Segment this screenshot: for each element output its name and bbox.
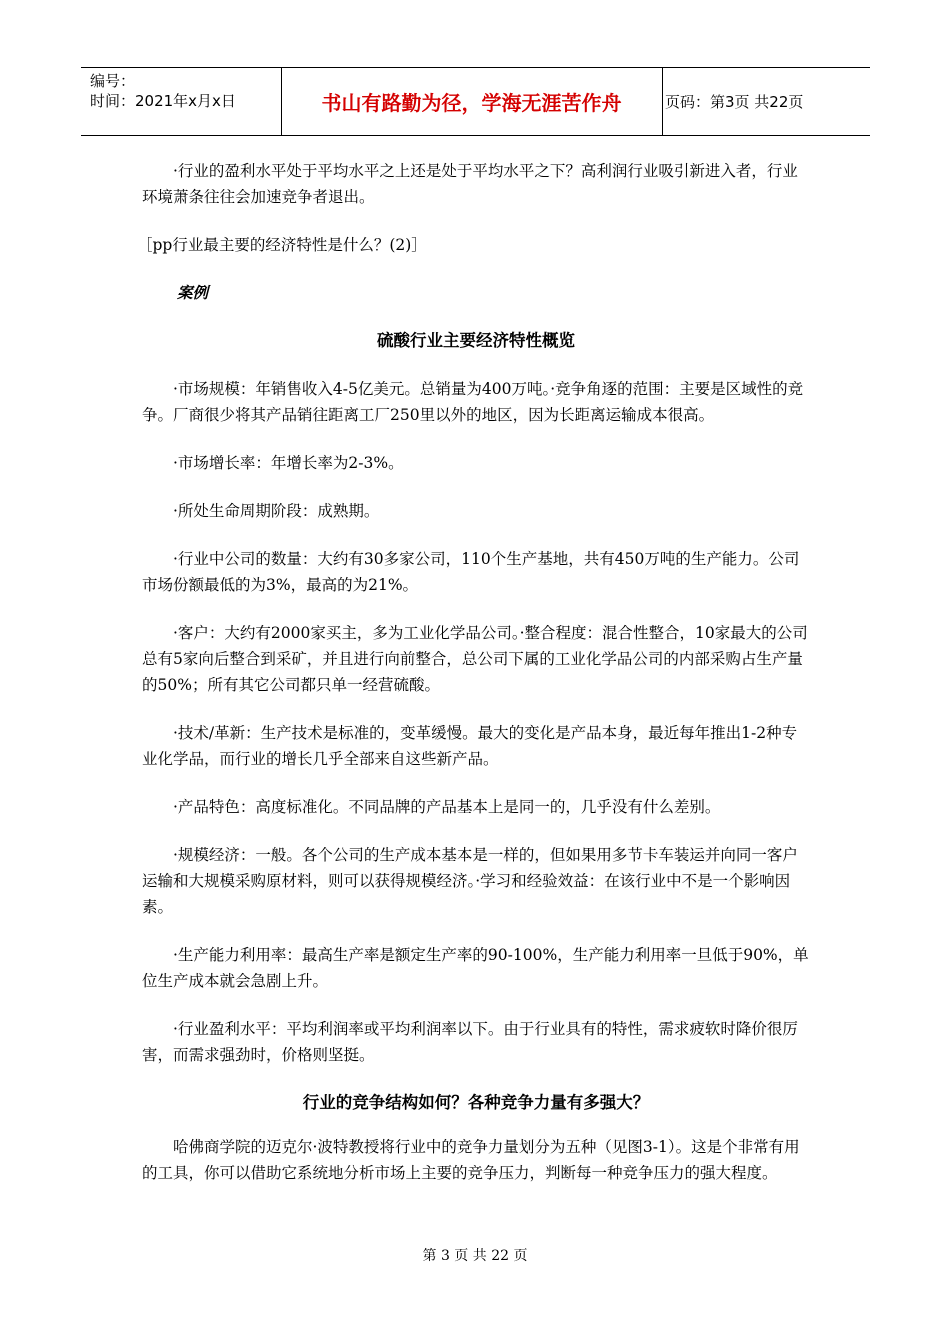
case-title: 硫酸行业主要经济特性概览 — [377, 331, 575, 350]
list-item: ·所处生命周期阶段：成熟期。 — [173, 502, 380, 520]
date-label: 时间：2021年x月x日 — [90, 92, 236, 110]
list-item: ·行业中公司的数量：大约有30多家公司，110个生产基地，共有450万吨的生产能力。公司市场份额最低的为3%，最高的为21%。 — [142, 550, 800, 594]
list-item: ·生产能力利用率：最高生产率是额定生产率的90-100%，生产能力利用率一旦低于90%，单位生产成本就会急剧上升。 — [142, 946, 809, 990]
list-item: ·规模经济：一般。各个公司的生产成本基本是一样的，但如果用多节卡车装运并向同一客户运输和大规模采购原材料，则可以获得规模经济。·学习和经验效益：在该行业中不是一个影响因素。 — [142, 846, 798, 916]
page-footer: 第 3 页 共 22 页 — [422, 1248, 528, 1264]
section-title: 行业的竞争结构如何？各种竞争力量有多强大？ — [302, 1093, 650, 1112]
header-page-info: 页码：第3页 共22页 — [665, 93, 804, 111]
list-item: ·产品特色：高度标准化。不同品牌的产品基本上是同一的，几乎没有什么差别。 — [173, 798, 721, 816]
list-item: ·技术/革新：生产技术是标准的，变革缓慢。最大的变化是产品本身，最近每年推出1-2种专业化学品，而行业的增长几乎全部来自这些新产品。 — [142, 724, 798, 768]
header-divider — [662, 67, 663, 136]
document-body — [137, 158, 810, 1186]
header-motto: 书山有路勤为径，学海无涯苦作舟 — [321, 91, 622, 115]
closing-paragraph: 哈佛商学院的迈克尔·波特教授将行业中的竞争力量划分为五种（见图3-1）。这是个非常有用的工具，你可以借助它系统地分析市场上主要的竞争压力，判断每一种竞争压力的强大程度。 — [142, 1138, 800, 1182]
intro-paragraph: ·行业的盈利水平处于平均水平之上还是处于平均水平之下？高利润行业吸引新进入者，行业环境萧条往往会加速竞争者退出。 — [142, 162, 798, 206]
page-header — [81, 67, 870, 136]
header-meta — [90, 71, 236, 111]
question-reference: ［pp行业最主要的经济特性是什么？(2)］ — [137, 236, 427, 254]
list-item: ·客户：大约有2000家买主，多为工业化学品公司。·整合程度：混合性整合，10家最大的公司总有5家向后整合到采矿，并且进行向前整合，总公司下属的工业化学品公司的内部采购占生产量的50%；所有其它公司都只单一经营硫酸。 — [142, 624, 808, 694]
list-item: ·市场增长率：年增长率为2-3%。 — [173, 454, 404, 472]
list-item: ·行业盈利水平：平均利润率或平均利润率以下。由于行业具有的特性，需求疲软时降价很厉害，而需求强劲时，价格则坚挺。 — [142, 1020, 798, 1064]
list-item: ·市场规模：年销售收入4-5亿美元。总销量为400万吨。·竞争角逐的范围：主要是区域性的竞争。厂商很少将其产品销往距离工厂250里以外的地区，因为长距离运输成本很高。 — [142, 380, 804, 424]
case-label: 案例 — [177, 283, 209, 302]
number-label: 编号： — [90, 72, 136, 90]
